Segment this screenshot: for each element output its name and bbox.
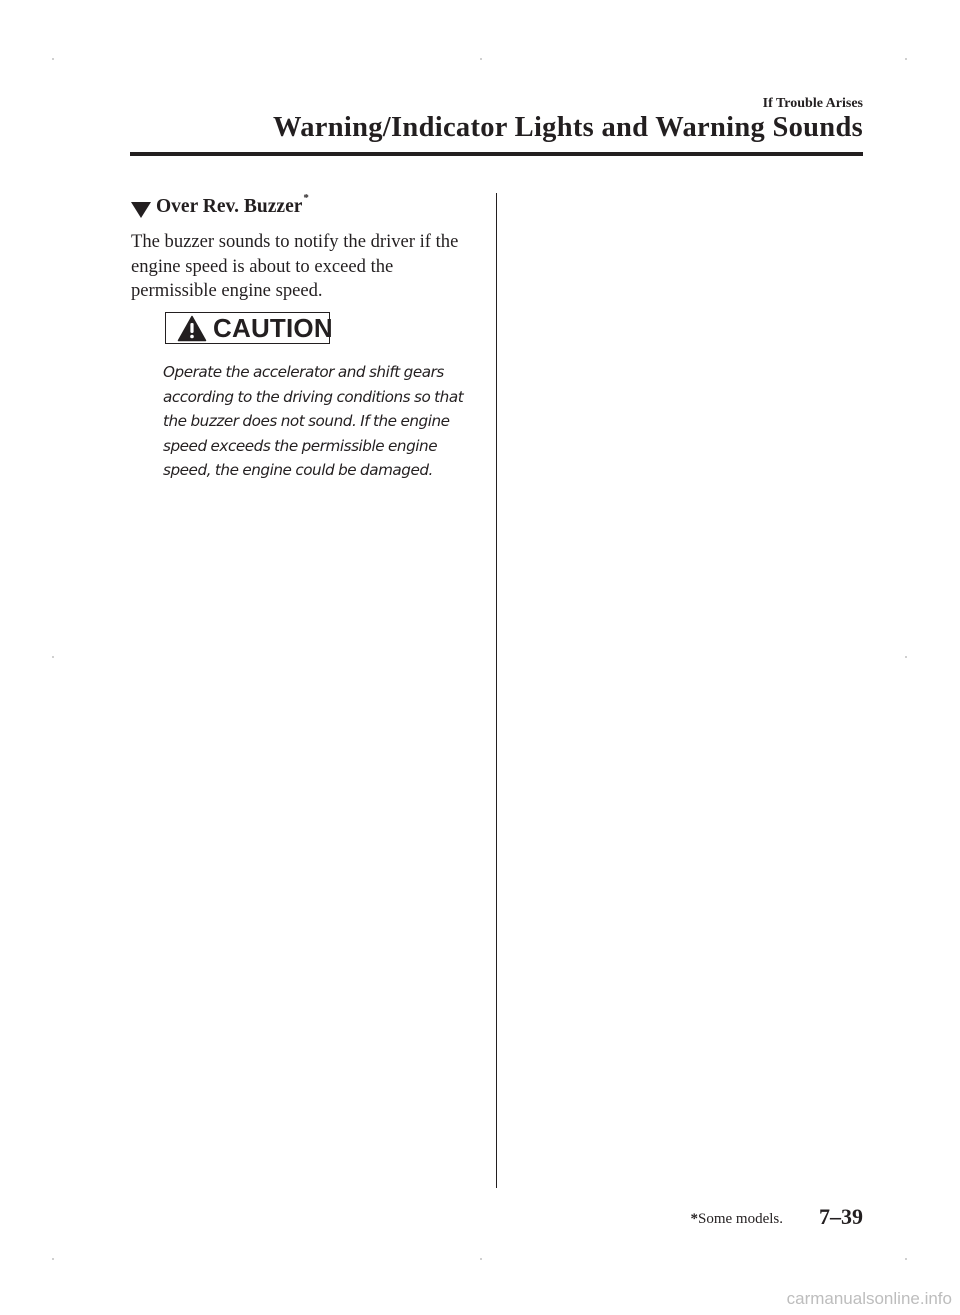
warning-triangle-icon — [177, 315, 207, 342]
section-body: The buzzer sounds to notify the driver if the engine speed is about to exceed the permissible engine speed. — [131, 231, 459, 302]
crop-mark — [52, 656, 54, 658]
column-divider — [496, 193, 497, 1188]
crop-mark — [905, 58, 907, 60]
crop-mark — [905, 1258, 907, 1260]
page-title: Warning/Indicator Lights and Warning Sounds — [273, 112, 863, 143]
crop-mark — [52, 1258, 54, 1260]
crop-mark — [905, 656, 907, 658]
triangle-down-icon — [131, 202, 151, 218]
crop-mark — [52, 58, 54, 60]
caution-text: Operate the accelerator and shift gears according to the driving conditions so that the buzzer does not sound. If the engine speed exceeds the permissible engine speed, the engine could be damaged. — [163, 363, 464, 479]
section-heading-text: Over Rev. Buzzer — [156, 196, 303, 217]
watermark: carmanualsonline.info — [786, 1289, 952, 1308]
caution-label: CAUTION — [213, 313, 333, 343]
caution-badge — [165, 312, 333, 344]
section-heading: Over Rev. Buzzer * — [131, 196, 309, 218]
crop-mark — [480, 1258, 482, 1260]
footnote-text: Some models. — [698, 1211, 783, 1227]
page-number: 7–39 — [819, 1204, 863, 1229]
footnote — [691, 1211, 784, 1228]
crop-mark — [480, 58, 482, 60]
header-rule — [130, 152, 863, 156]
chapter-title: If Trouble Arises — [762, 96, 863, 111]
footnote-mark: * — [690, 1211, 698, 1227]
